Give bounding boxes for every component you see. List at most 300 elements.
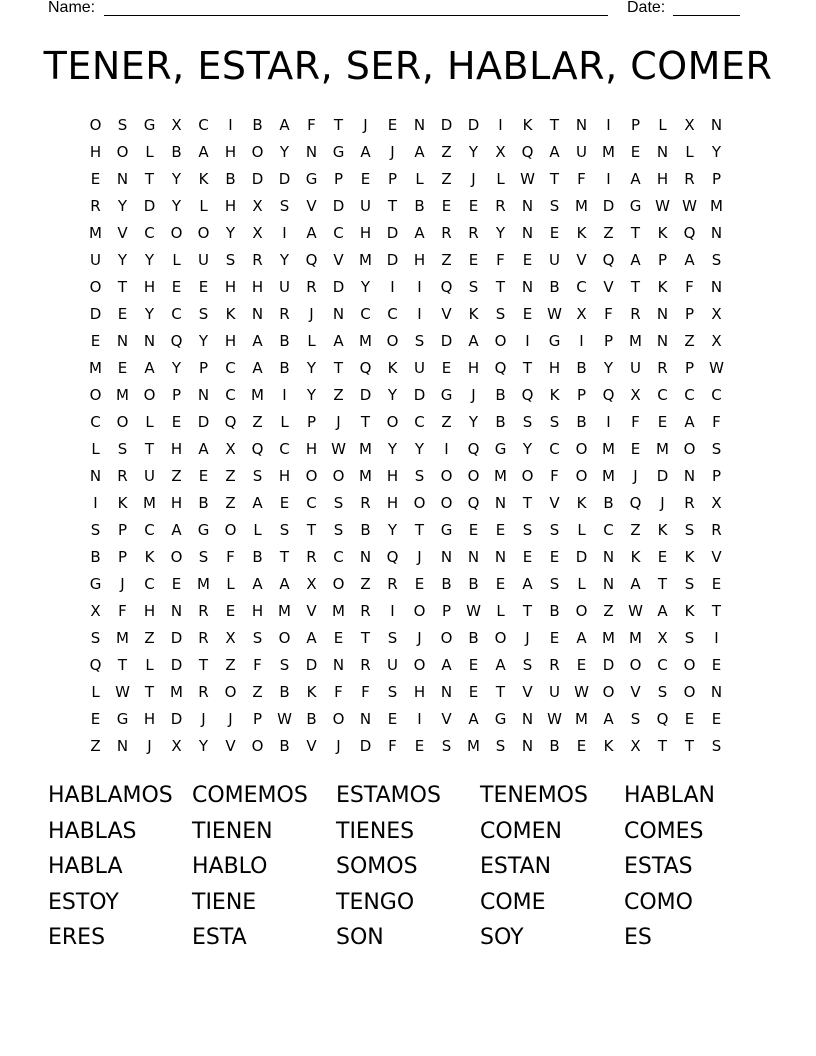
grid-letter[interactable]: M	[602, 440, 615, 458]
grid-letter[interactable]: Z	[333, 386, 344, 404]
grid-letter[interactable]: P	[684, 359, 695, 377]
grid-letter[interactable]: R	[360, 656, 371, 674]
grid-letter[interactable]: T	[630, 224, 641, 242]
grid-letter[interactable]: Y	[387, 440, 398, 458]
grid-letter[interactable]: O	[278, 629, 291, 647]
grid-letter[interactable]: N	[494, 494, 507, 512]
grid-letter[interactable]: B	[441, 575, 452, 593]
grid-letter[interactable]: Z	[603, 224, 614, 242]
grid-letter[interactable]: P	[630, 116, 641, 134]
grid-letter[interactable]: S	[630, 710, 641, 728]
grid-letter[interactable]: R	[90, 197, 101, 215]
grid-letter[interactable]: E	[90, 332, 101, 350]
grid-letter[interactable]: E	[441, 197, 452, 215]
grid-letter[interactable]: R	[549, 656, 560, 674]
grid-letter[interactable]: P	[252, 710, 263, 728]
grid-letter[interactable]: H	[278, 467, 291, 485]
grid-letter[interactable]: E	[90, 170, 101, 188]
grid-letter[interactable]: V	[306, 737, 317, 755]
grid-letter[interactable]: O	[332, 710, 345, 728]
grid-letter[interactable]: U	[576, 143, 587, 161]
grid-letter[interactable]: Q	[494, 359, 507, 377]
grid-letter[interactable]: S	[549, 197, 560, 215]
grid-letter[interactable]: T	[117, 278, 128, 296]
grid-letter[interactable]: X	[225, 440, 236, 458]
grid-letter[interactable]: O	[440, 629, 453, 647]
grid-letter[interactable]: M	[116, 386, 129, 404]
grid-letter[interactable]: K	[657, 521, 668, 539]
grid-letter[interactable]: N	[251, 305, 264, 323]
grid-letter[interactable]: O	[89, 386, 102, 404]
grid-letter[interactable]: A	[414, 143, 425, 161]
grid-letter[interactable]: M	[602, 629, 615, 647]
grid-letter[interactable]: X	[252, 224, 263, 242]
grid-letter[interactable]: C	[387, 305, 398, 323]
grid-letter[interactable]: X	[711, 305, 722, 323]
grid-letter[interactable]: L	[280, 413, 289, 431]
grid-letter[interactable]: U	[360, 197, 371, 215]
grid-letter[interactable]: D	[251, 170, 264, 188]
grid-letter[interactable]: S	[684, 521, 695, 539]
grid-letter[interactable]: K	[684, 602, 695, 620]
grid-letter[interactable]: T	[549, 116, 560, 134]
grid-letter[interactable]: X	[576, 305, 587, 323]
grid-letter[interactable]: U	[387, 656, 398, 674]
grid-letter[interactable]: T	[279, 548, 290, 566]
grid-letter[interactable]: K	[306, 683, 317, 701]
grid-letter[interactable]: O	[251, 737, 264, 755]
grid-letter[interactable]: M	[602, 143, 615, 161]
grid-letter[interactable]: L	[658, 116, 667, 134]
grid-letter[interactable]: N	[575, 116, 588, 134]
grid-letter[interactable]: M	[575, 710, 588, 728]
grid-letter[interactable]: O	[440, 467, 453, 485]
grid-letter[interactable]: A	[279, 575, 290, 593]
grid-letter[interactable]: K	[522, 116, 533, 134]
grid-letter[interactable]: O	[89, 278, 102, 296]
grid-letter[interactable]: S	[711, 440, 722, 458]
grid-letter[interactable]: F	[361, 683, 370, 701]
grid-letter[interactable]: T	[198, 656, 209, 674]
grid-letter[interactable]: K	[549, 386, 560, 404]
grid-letter[interactable]: F	[226, 548, 235, 566]
grid-letter[interactable]: O	[251, 143, 264, 161]
grid-letter[interactable]: P	[171, 386, 182, 404]
grid-letter[interactable]: G	[440, 386, 453, 404]
grid-letter[interactable]: S	[549, 575, 560, 593]
grid-letter[interactable]: Z	[441, 143, 452, 161]
grid-letter[interactable]: M	[89, 224, 102, 242]
grid-letter[interactable]: L	[496, 170, 505, 188]
grid-letter[interactable]: R	[117, 467, 128, 485]
grid-letter[interactable]: S	[279, 656, 290, 674]
grid-letter[interactable]: O	[116, 413, 129, 431]
grid-letter[interactable]: L	[577, 521, 586, 539]
grid-letter[interactable]: Q	[440, 278, 453, 296]
grid-letter[interactable]: A	[198, 143, 209, 161]
grid-letter[interactable]: T	[522, 359, 533, 377]
grid-letter[interactable]: J	[525, 629, 530, 647]
grid-letter[interactable]: Y	[279, 251, 290, 269]
grid-letter[interactable]: N	[494, 548, 507, 566]
grid-letter[interactable]: P	[333, 170, 344, 188]
grid-letter[interactable]: E	[630, 440, 641, 458]
grid-letter[interactable]: Y	[225, 224, 236, 242]
grid-letter[interactable]: C	[333, 224, 344, 242]
grid-letter[interactable]: L	[91, 440, 100, 458]
grid-letter[interactable]: C	[576, 278, 587, 296]
grid-letter[interactable]: O	[683, 656, 696, 674]
grid-letter[interactable]: E	[468, 521, 479, 539]
grid-letter[interactable]: U	[144, 467, 155, 485]
grid-letter[interactable]: M	[170, 683, 183, 701]
grid-letter[interactable]: F	[604, 305, 613, 323]
grid-letter[interactable]: D	[440, 332, 453, 350]
grid-letter[interactable]: M	[467, 737, 480, 755]
grid-letter[interactable]: M	[359, 332, 372, 350]
grid-letter[interactable]: Y	[468, 413, 479, 431]
grid-letter[interactable]: K	[603, 737, 614, 755]
grid-letter[interactable]: I	[282, 224, 287, 242]
grid-letter[interactable]: E	[387, 116, 398, 134]
grid-letter[interactable]: Y	[306, 386, 317, 404]
grid-letter[interactable]: Q	[683, 224, 696, 242]
grid-letter[interactable]: N	[116, 170, 129, 188]
grid-letter[interactable]: O	[89, 116, 102, 134]
grid-letter[interactable]: Q	[521, 386, 534, 404]
grid-letter[interactable]: E	[387, 710, 398, 728]
grid-letter[interactable]: D	[278, 170, 291, 188]
grid-letter[interactable]: D	[467, 116, 480, 134]
grid-letter[interactable]: E	[522, 305, 533, 323]
grid-letter[interactable]: B	[279, 332, 290, 350]
grid-letter[interactable]: G	[197, 521, 210, 539]
grid-letter[interactable]: Y	[198, 332, 209, 350]
grid-letter[interactable]: W	[709, 359, 724, 377]
grid-letter[interactable]: W	[574, 683, 589, 701]
grid-letter[interactable]: S	[279, 197, 290, 215]
grid-letter[interactable]: J	[390, 143, 395, 161]
grid-letter[interactable]: U	[549, 683, 560, 701]
grid-letter[interactable]: E	[711, 575, 722, 593]
grid-letter[interactable]: N	[359, 710, 372, 728]
grid-letter[interactable]: X	[657, 629, 668, 647]
grid-letter[interactable]: M	[197, 575, 210, 593]
grid-letter[interactable]: H	[305, 440, 318, 458]
grid-letter[interactable]: A	[603, 710, 614, 728]
grid-letter[interactable]: P	[576, 386, 587, 404]
grid-letter[interactable]: P	[603, 332, 614, 350]
grid-letter[interactable]: O	[170, 548, 183, 566]
grid-letter[interactable]: J	[336, 413, 341, 431]
grid-letter[interactable]: Q	[251, 440, 264, 458]
grid-letter[interactable]: U	[90, 251, 101, 269]
grid-letter[interactable]: X	[711, 494, 722, 512]
grid-letter[interactable]: L	[172, 251, 181, 269]
grid-letter[interactable]: P	[117, 548, 128, 566]
grid-letter[interactable]: E	[117, 305, 128, 323]
grid-letter[interactable]: C	[360, 305, 371, 323]
grid-letter[interactable]: L	[91, 683, 100, 701]
grid-letter[interactable]: T	[360, 413, 371, 431]
grid-letter[interactable]: N	[521, 737, 534, 755]
grid-letter[interactable]: F	[496, 251, 505, 269]
grid-letter[interactable]: L	[226, 575, 235, 593]
grid-letter[interactable]: W	[628, 602, 643, 620]
grid-letter[interactable]: H	[467, 359, 480, 377]
grid-letter[interactable]: B	[549, 602, 560, 620]
grid-letter[interactable]: Z	[90, 737, 101, 755]
grid-letter[interactable]: C	[657, 386, 668, 404]
grid-letter[interactable]: C	[144, 575, 155, 593]
grid-letter[interactable]: A	[630, 170, 641, 188]
grid-letter[interactable]: G	[494, 710, 507, 728]
grid-letter[interactable]: E	[495, 575, 506, 593]
grid-letter[interactable]: V	[630, 683, 641, 701]
grid-letter[interactable]: D	[386, 251, 399, 269]
grid-letter[interactable]: I	[579, 332, 584, 350]
grid-letter[interactable]: K	[630, 548, 641, 566]
name-blank-line[interactable]	[104, 15, 608, 16]
grid-letter[interactable]: S	[522, 413, 533, 431]
grid-letter[interactable]: J	[417, 548, 422, 566]
grid-letter[interactable]: P	[198, 359, 209, 377]
grid-letter[interactable]: N	[521, 710, 534, 728]
grid-letter[interactable]: J	[228, 710, 233, 728]
grid-letter[interactable]: T	[144, 440, 155, 458]
grid-letter[interactable]: P	[387, 170, 398, 188]
grid-letter[interactable]: N	[683, 467, 696, 485]
grid-letter[interactable]: N	[467, 548, 480, 566]
grid-letter[interactable]: R	[279, 305, 290, 323]
grid-letter[interactable]: F	[334, 683, 343, 701]
grid-letter[interactable]: L	[145, 143, 154, 161]
grid-letter[interactable]: U	[198, 251, 209, 269]
grid-letter[interactable]: J	[417, 629, 422, 647]
grid-letter[interactable]: C	[279, 440, 290, 458]
grid-letter[interactable]: Z	[441, 413, 452, 431]
grid-letter[interactable]: G	[89, 575, 102, 593]
grid-letter[interactable]: V	[522, 683, 533, 701]
grid-letter[interactable]: V	[306, 602, 317, 620]
grid-letter[interactable]: P	[711, 170, 722, 188]
grid-letter[interactable]: A	[171, 521, 182, 539]
grid-letter[interactable]: R	[468, 224, 479, 242]
grid-letter[interactable]: G	[116, 710, 129, 728]
grid-letter[interactable]: Z	[360, 575, 371, 593]
grid-letter[interactable]: S	[549, 521, 560, 539]
grid-letter[interactable]: Z	[225, 494, 236, 512]
grid-letter[interactable]: N	[656, 332, 669, 350]
grid-letter[interactable]: E	[171, 413, 182, 431]
grid-letter[interactable]: J	[120, 575, 125, 593]
grid-letter[interactable]: N	[521, 224, 534, 242]
grid-letter[interactable]: E	[576, 656, 587, 674]
grid-letter[interactable]: N	[710, 683, 723, 701]
grid-letter[interactable]: B	[468, 575, 479, 593]
grid-letter[interactable]: T	[495, 683, 506, 701]
grid-letter[interactable]: O	[332, 467, 345, 485]
grid-letter[interactable]: B	[198, 494, 209, 512]
grid-letter[interactable]: Y	[387, 521, 398, 539]
grid-letter[interactable]: B	[549, 737, 560, 755]
grid-letter[interactable]: A	[576, 629, 587, 647]
grid-letter[interactable]: F	[118, 602, 127, 620]
grid-letter[interactable]: H	[224, 197, 237, 215]
grid-letter[interactable]: H	[170, 494, 183, 512]
grid-letter[interactable]: O	[413, 602, 426, 620]
grid-letter[interactable]: R	[198, 629, 209, 647]
grid-letter[interactable]: O	[413, 494, 426, 512]
grid-letter[interactable]: J	[471, 386, 476, 404]
grid-letter[interactable]: D	[359, 386, 372, 404]
grid-letter[interactable]: O	[629, 656, 642, 674]
grid-letter[interactable]: M	[89, 359, 102, 377]
grid-letter[interactable]: I	[390, 602, 395, 620]
grid-letter[interactable]: F	[631, 413, 640, 431]
grid-letter[interactable]: R	[360, 602, 371, 620]
grid-letter[interactable]: A	[306, 629, 317, 647]
grid-letter[interactable]: S	[684, 575, 695, 593]
grid-letter[interactable]: T	[387, 197, 398, 215]
grid-letter[interactable]: I	[444, 440, 449, 458]
grid-letter[interactable]: R	[657, 359, 668, 377]
grid-letter[interactable]: K	[684, 548, 695, 566]
grid-letter[interactable]: C	[225, 386, 236, 404]
grid-letter[interactable]: B	[279, 683, 290, 701]
grid-letter[interactable]: X	[225, 629, 236, 647]
grid-letter[interactable]: B	[495, 386, 506, 404]
grid-letter[interactable]: O	[683, 683, 696, 701]
grid-letter[interactable]: X	[630, 386, 641, 404]
grid-letter[interactable]: R	[198, 683, 209, 701]
grid-letter[interactable]: O	[224, 521, 237, 539]
grid-letter[interactable]: A	[198, 440, 209, 458]
grid-letter[interactable]: A	[306, 224, 317, 242]
grid-letter[interactable]: B	[414, 197, 425, 215]
grid-letter[interactable]: G	[305, 170, 318, 188]
grid-letter[interactable]: Z	[603, 602, 614, 620]
grid-letter[interactable]: B	[603, 494, 614, 512]
grid-letter[interactable]: H	[143, 278, 156, 296]
grid-letter[interactable]: I	[498, 116, 503, 134]
grid-letter[interactable]: C	[414, 413, 425, 431]
grid-letter[interactable]: H	[413, 251, 426, 269]
grid-letter[interactable]: H	[413, 683, 426, 701]
grid-letter[interactable]: V	[441, 710, 452, 728]
grid-letter[interactable]: G	[629, 197, 642, 215]
grid-letter[interactable]: K	[144, 548, 155, 566]
grid-letter[interactable]: S	[198, 305, 209, 323]
grid-letter[interactable]: B	[549, 278, 560, 296]
grid-letter[interactable]: R	[684, 170, 695, 188]
grid-letter[interactable]: Y	[198, 737, 209, 755]
grid-letter[interactable]: D	[413, 386, 426, 404]
grid-letter[interactable]: G	[332, 143, 345, 161]
grid-letter[interactable]: G	[143, 116, 156, 134]
grid-letter[interactable]: J	[660, 494, 665, 512]
grid-letter[interactable]: J	[147, 737, 152, 755]
grid-letter[interactable]: R	[306, 278, 317, 296]
grid-letter[interactable]: H	[224, 332, 237, 350]
grid-letter[interactable]: Y	[144, 251, 155, 269]
grid-letter[interactable]: V	[711, 548, 722, 566]
grid-letter[interactable]: E	[468, 251, 479, 269]
grid-letter[interactable]: M	[710, 197, 723, 215]
grid-letter[interactable]: R	[387, 575, 398, 593]
grid-letter[interactable]: M	[143, 494, 156, 512]
grid-letter[interactable]: S	[414, 467, 425, 485]
grid-letter[interactable]: S	[387, 629, 398, 647]
grid-letter[interactable]: W	[466, 602, 481, 620]
grid-letter[interactable]: A	[657, 602, 668, 620]
grid-letter[interactable]: M	[359, 440, 372, 458]
grid-letter[interactable]: Z	[684, 332, 695, 350]
grid-letter[interactable]: Z	[225, 467, 236, 485]
grid-letter[interactable]: D	[440, 116, 453, 134]
grid-letter[interactable]: P	[657, 251, 668, 269]
grid-letter[interactable]: E	[549, 629, 560, 647]
grid-letter[interactable]: S	[117, 116, 128, 134]
grid-letter[interactable]: L	[253, 521, 262, 539]
grid-letter[interactable]: C	[225, 359, 236, 377]
grid-letter[interactable]: X	[171, 116, 182, 134]
grid-letter[interactable]: S	[90, 629, 101, 647]
grid-letter[interactable]: F	[577, 170, 586, 188]
grid-letter[interactable]: R	[684, 494, 695, 512]
grid-letter[interactable]: B	[576, 359, 587, 377]
grid-letter[interactable]: F	[685, 278, 694, 296]
grid-letter[interactable]: O	[116, 143, 129, 161]
grid-letter[interactable]: S	[711, 737, 722, 755]
grid-letter[interactable]: E	[198, 278, 209, 296]
grid-letter[interactable]: H	[386, 467, 399, 485]
grid-letter[interactable]: M	[359, 467, 372, 485]
grid-letter[interactable]: V	[576, 251, 587, 269]
grid-letter[interactable]: F	[307, 116, 316, 134]
grid-letter[interactable]: K	[198, 170, 209, 188]
grid-letter[interactable]: M	[359, 251, 372, 269]
grid-letter[interactable]: Y	[171, 359, 182, 377]
grid-letter[interactable]: T	[495, 278, 506, 296]
grid-letter[interactable]: E	[549, 224, 560, 242]
grid-letter[interactable]: Y	[144, 305, 155, 323]
grid-letter[interactable]: Y	[279, 143, 290, 161]
grid-letter[interactable]: S	[252, 629, 263, 647]
grid-letter[interactable]: M	[494, 467, 507, 485]
grid-letter[interactable]: D	[602, 197, 615, 215]
grid-letter[interactable]: R	[252, 251, 263, 269]
grid-letter[interactable]: N	[116, 332, 129, 350]
grid-letter[interactable]: W	[655, 197, 670, 215]
grid-letter[interactable]: L	[145, 656, 154, 674]
grid-letter[interactable]: A	[252, 494, 263, 512]
grid-letter[interactable]: P	[441, 602, 452, 620]
grid-letter[interactable]: S	[198, 548, 209, 566]
grid-letter[interactable]: N	[710, 116, 723, 134]
grid-letter[interactable]: E	[630, 143, 641, 161]
grid-letter[interactable]: O	[386, 413, 399, 431]
grid-letter[interactable]: Z	[144, 629, 155, 647]
grid-letter[interactable]: O	[143, 386, 156, 404]
grid-letter[interactable]: Y	[414, 440, 425, 458]
grid-letter[interactable]: J	[471, 170, 476, 188]
grid-letter[interactable]: P	[684, 305, 695, 323]
grid-letter[interactable]: V	[306, 197, 317, 215]
grid-letter[interactable]: H	[251, 602, 264, 620]
grid-letter[interactable]: D	[656, 467, 669, 485]
grid-letter[interactable]: I	[93, 494, 98, 512]
